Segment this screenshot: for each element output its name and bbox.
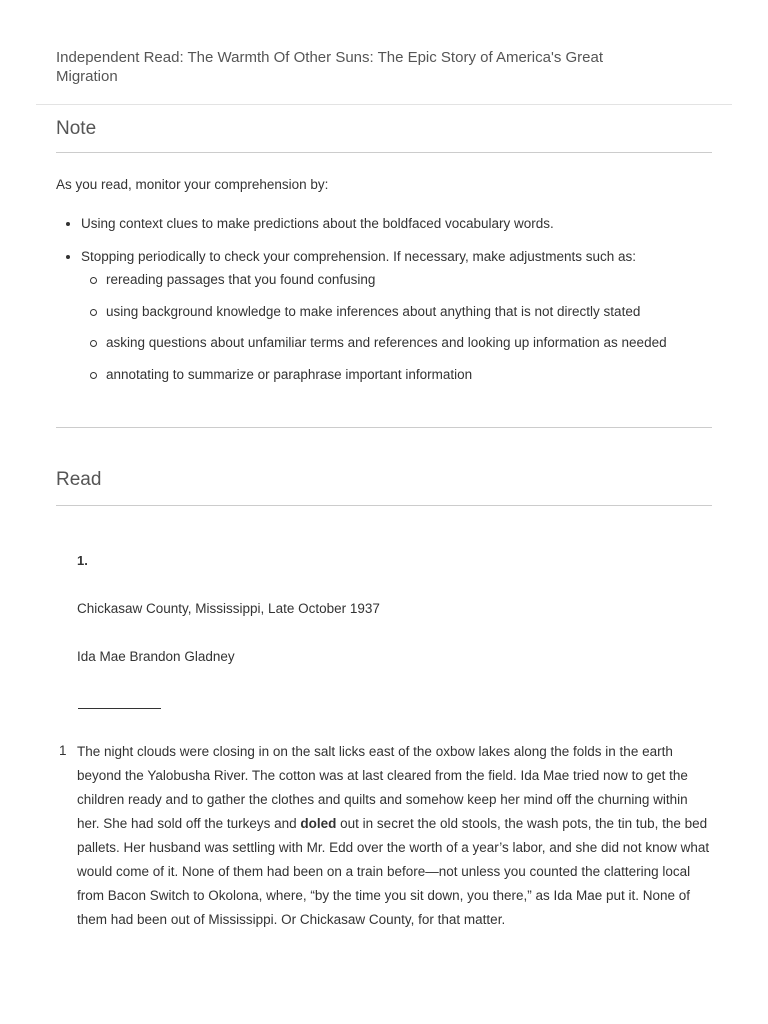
comprehension-list [56,215,716,397]
vocabulary-word[interactable]: doled [300,816,337,831]
paragraph-text-after: out in secret the old stools, the wash pots, the tin tub, the bed pallets. Her husband was settling with Mr. Edd over the worth of a year’s labor, and she did not know what would come of it. None of them had been on a train before—not unless you counted the clattering local from Bacon Switch to Okolona, where, “by the time you sit down, you there,” as Ida Mae put it. None of them had been out of Mississippi. Or Chickasaw County, for that matter. [77,816,710,927]
paragraph-text [77,740,712,932]
read-section-title: Read [56,469,102,490]
read-title-divider [56,505,712,506]
paragraph-text-before: The night clouds were closing in on the salt licks east of the oxbow lakes along the folds in the earth beyond the Yalobusha River. The cotton was at last cleared from the field. Ida Mae tried now to get the children ready and to gather the clothes and quilts and somehow keep her mind off the churning within her. She had sold off the turkeys and [77,744,688,831]
sub-list-item: annotating to summarize or paraphrase important information [81,366,716,383]
person-name-line: Ida Mae Brandon Gladney [77,649,235,664]
short-divider [78,708,161,709]
note-intro: As you read, monitor your comprehension by: [56,177,329,192]
header-divider [36,104,732,105]
list-item-text: Stopping periodically to check your comprehension. If necessary, make adjustments such as: [81,249,637,264]
sub-list-item: rereading passages that you found confusing [81,271,716,288]
sub-list-item: using background knowledge to make inferences about anything that is not directly stated [81,303,716,320]
note-title-divider [56,152,712,153]
note-section-title: Note [56,118,97,139]
note-section-end-divider [56,427,712,428]
list-item [56,215,716,232]
paragraph-number: 1 [59,743,67,758]
item-number: 1. [77,553,88,568]
sub-list-item: asking questions about unfamiliar terms and references and looking up information as needed [81,334,716,351]
list-item [56,248,716,383]
list-item-text: Using context clues to make predictions about the boldfaced vocabulary words. [81,216,554,231]
place-date-line: Chickasaw County, Mississippi, Late October 1937 [77,601,380,616]
page-title: Independent Read: The Warmth Of Other Suns: The Epic Story of America's Great Migration [56,49,604,85]
adjustments-list [81,271,716,383]
